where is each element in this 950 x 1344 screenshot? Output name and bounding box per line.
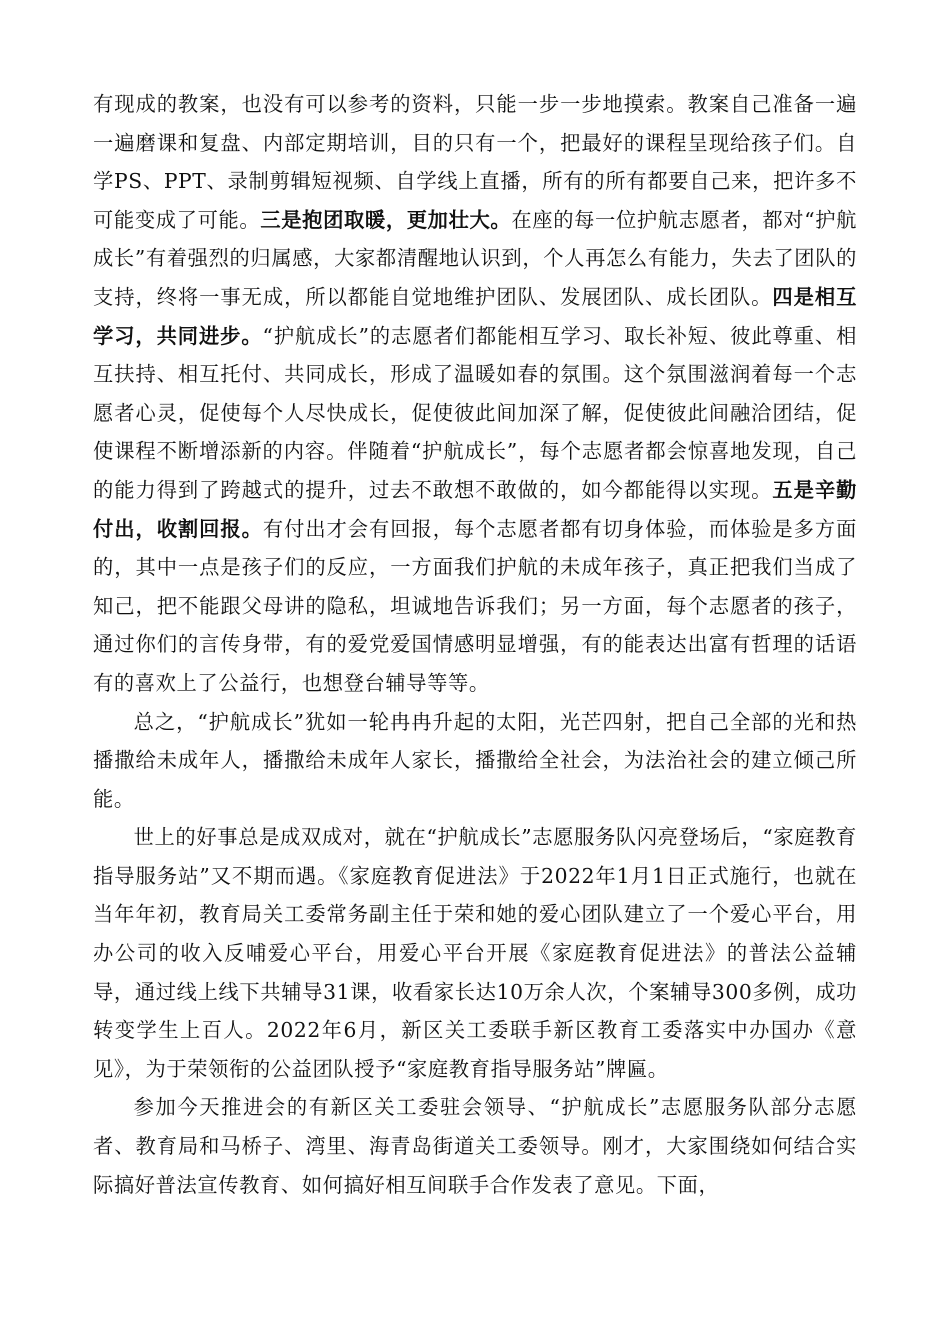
bold-heading-four: 四是相互学习，共同进步。 bbox=[93, 284, 857, 348]
paragraph-text: 有现成的教案，也没有可以参考的资料，只能一步一步地摸索。教案自己准备一遍一遍磨课和复盘、内部定期培训，目的只有一个，把最好的课程呈现给孩子们。自学PS、PPT、录制剪辑短视频、自学线上直播，所有的所有都要自己来，把许多不可能变成了可能。 bbox=[93, 92, 857, 232]
paragraph-text: 有付出才会有回报，每个志愿者都有切身体验，而体验是多方面的，其中一点是孩子们的反应，一方面我们护航的未成年孩子，真正把我们当成了知己，把不能跟父母讲的隐私，坦诚地告诉我们；另一方面，每个志愿者的孩子，通过你们的言传身带，有的爱党爱国情感明显增强，有的能表达出富有哲理的话语有的喜欢上了公益行，也想登台辅导等等。 bbox=[93, 516, 857, 695]
document-body bbox=[93, 85, 857, 1204]
bold-heading-three: 三是抱团取暖，更加壮大。 bbox=[260, 207, 512, 232]
paragraph-summary: 总之，“护航成长”犹如一轮冉冉升起的太阳，光芒四射，把自己全部的光和热播撒给未成年人，播撒给未成年人家长，播撒给全社会，为法治社会的建立倾己所能。 bbox=[93, 709, 857, 811]
paragraph-text: “护航成长”的志愿者们都能相互学习、取长补短、彼此尊重、相互扶持、相互托付、共同成长，形成了温暖如春的氛围。这个氛围滋润着每一个志愿者心灵，促使每个人尽快成长，促使彼此间加深了解，促使彼此间融洽团结，促使课程不断增添新的内容。伴随着“护航成长”，每个志愿者都会惊喜地发现，自己的能力得到了跨越式的提升，过去不敢想不敢做的，如今都能得以实现。 bbox=[93, 323, 857, 502]
paragraph-text: 在座的每一位护航志愿者，都对“护航成长”有着强烈的归属感，大家都清醒地认识到，个人再怎么有能力，失去了团队的支持，终将一事无成，所以都能自觉地维护团队、发展团队、成长团队。 bbox=[93, 207, 857, 309]
paragraph-service-station: 世上的好事总是成双成对，就在“护航成长”志愿服务队闪亮登场后，“家庭教育指导服务站”又不期而遇。《家庭教育促进法》于2022年1月1日正式施行，也就在当年年初，教育局关工委常务副主任于荣和她的爱心团队建立了一个爱心平台，用办公司的收入反哺爱心平台，用爱心平台开展《家庭教育促进法》的普法公益辅导，通过线上线下共辅导31课，收看家长达10万余人次，个案辅导300多例，成功转变学生上百人。2022年6月，新区关工委联手新区教育工委落实中办国办《意见》，为于荣领衔的公益团队授予“家庭教育指导服务站”牌匾。 bbox=[93, 825, 857, 1081]
paragraph-continuation bbox=[93, 85, 857, 703]
bold-heading-five: 五是辛勤付出，收割回报。 bbox=[93, 477, 857, 541]
paragraph-attendees: 参加今天推进会的有新区关工委驻会领导、“护航成长”志愿服务队部分志愿者、教育局和马桥子、湾里、海青岛街道关工委领导。刚才，大家围绕如何结合实际搞好普法宣传教育、如何搞好相互间联手合作发表了意见。下面， bbox=[93, 1095, 857, 1197]
